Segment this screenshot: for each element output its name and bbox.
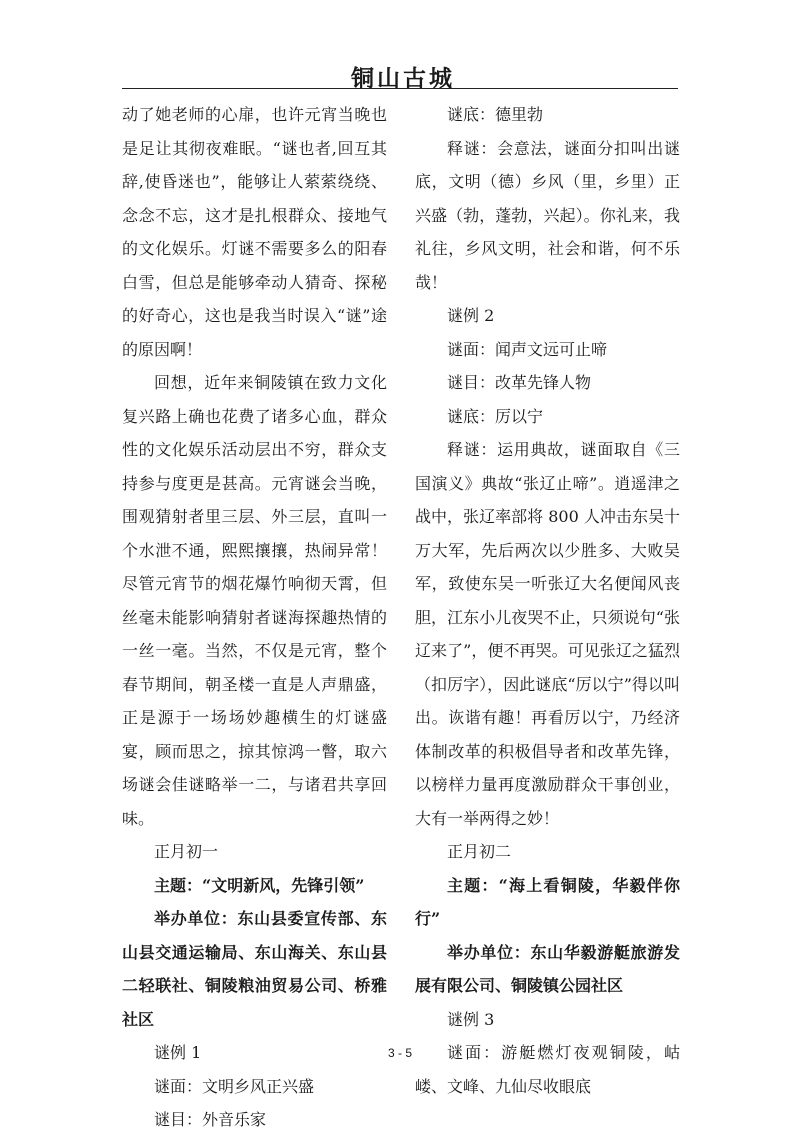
- right-column: [415, 98, 680, 1103]
- paragraph: 主题：“文明新风，先锋引领”: [154, 875, 365, 895]
- paragraph: 正月初二: [447, 842, 512, 861]
- paragraph: 谜底：厉以宁: [447, 406, 544, 426]
- paragraph: 谜例 1: [154, 1043, 202, 1062]
- paragraph: 谜底：德里勃: [447, 105, 544, 124]
- page-number: 3 - 5: [387, 1046, 412, 1060]
- paragraph: 谜例 3: [447, 1009, 495, 1029]
- header-title: 铜山古城: [351, 65, 455, 92]
- paragraph: 举办单位：东山县委宣传部、东山县交通运输局、东山海关、东山县二轻联社、铜陵粮油贸易公司、桥雅社区: [122, 909, 387, 1029]
- paragraph: 谜例 2: [447, 306, 495, 325]
- paragraph: 举办单位：东山华毅游艇旅游发展有限公司、铜陵镇公园社区: [415, 942, 680, 995]
- paragraph: 谜面：闻声文远可止啼: [447, 339, 608, 359]
- paragraph: 谜面：游艇燃灯夜观铜陵，岵嵝、文峰、九仙尽收眼底: [415, 1043, 680, 1096]
- paragraph: 谜目：改革先锋人物: [447, 373, 592, 392]
- paragraph: 谜目：外音乐家: [154, 1110, 267, 1129]
- left-column: [122, 98, 387, 1137]
- paragraph: 谜面：文明乡风正兴盛: [154, 1076, 315, 1096]
- paragraph: 主题：“海上看铜陵，华毅伴你行”: [415, 875, 680, 928]
- paragraph: 回想，近年来铜陵镇在致力文化复兴路上确也花费了诸多心血，群众性的文化娱乐活动层出不穷，群众支持参与度更是甚高。元宵谜会当晚，围观猜射者里三层、外三层，直叫一个水泄不通，熙熙攘攘，热闹异常！尽管元宵节的烟花爆竹响彻天霄，但丝毫未能影响猜射者谜海探趣热情的一丝一毫。当然，不仅是元宵，整个春节期间，朝圣楼一直是人声鼎盛，正是源于一场场妙趣横生的灯谜盛宴，顾而思之，掠其惊鸿一瞥，取六场谜会佳谜略举一二，与诸君共享回味。: [122, 373, 387, 828]
- paragraph: 释谜：会意法，谜面分扣叫出谜底，文明（德）乡风（里，乡里）正兴盛（勃，蓬勃，兴起）。你礼来，我礼往，乡风文明，社会和谐，何不乐哉！: [415, 138, 680, 292]
- paragraph: 正月初一: [154, 842, 219, 861]
- header-rule: [122, 88, 678, 89]
- paragraph: 释谜：运用典故，谜面取自《三国演义》典故“张辽止啼”。逍遥津之战中，张辽率部将 800 人冲击东吴十万大军，先后两次以少胜多、大败吴军，致使东吴一听张辽大名便闻风丧胆，江东小儿夜哭不止，只须说句“张辽来了”，便不再哭。可见张辽之猛烈（扣厉字），因此谜底“厉以宁”得以叫出。诙谐有趣！再看厉以宁，乃经济体制改革的积极倡导者和改革先锋，以榜样力量再度激励群众干事创业，大有一举两得之妙！: [415, 440, 680, 828]
- paragraph: 动了她老师的心扉，也许元宵当晚也是足让其彻夜难眠。“谜也者,回互其辞,使昏迷也”，能够让人萦萦绕绕、念念不忘，这才是扎根群众、接地气的文化娱乐。灯谜不需要多么的阳春白雪，但总是能够牵动人猜奇、探秘的好奇心，这也是我当时误入“谜”途的原因啊！: [122, 105, 387, 359]
